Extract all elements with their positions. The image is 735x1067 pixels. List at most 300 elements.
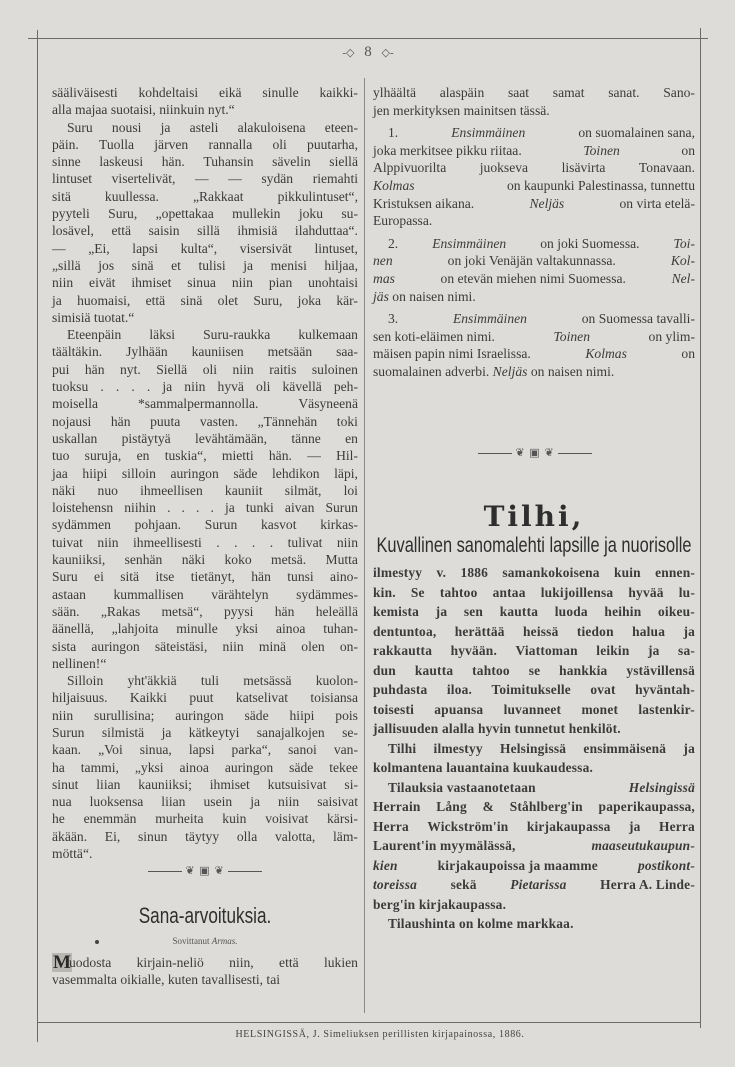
word: rannalla <box>208 136 253 152</box>
word: siellä <box>329 154 358 170</box>
word: pistäytyä <box>121 430 171 446</box>
text-segment <box>373 700 695 720</box>
word: Kaikki <box>129 690 167 706</box>
text-line <box>52 136 358 153</box>
word: *sammalpermannolla. <box>138 396 259 412</box>
text-segment <box>52 707 358 724</box>
text-line <box>52 326 358 343</box>
text-line <box>52 465 358 482</box>
word: hiipi <box>82 465 108 481</box>
text-line <box>52 707 358 724</box>
word: kasvot <box>260 517 297 533</box>
word: hyvää <box>628 584 664 600</box>
text-segment: kolmantena lauantaina kuukaudessa. <box>373 760 594 775</box>
word: lisävirta <box>561 160 606 176</box>
word: kirkas- <box>320 517 358 533</box>
word: säde <box>233 465 258 481</box>
word: ihmisiä <box>237 223 278 239</box>
text-line <box>52 292 358 309</box>
word: säde <box>244 707 269 723</box>
word: lu- <box>678 584 695 600</box>
word: hän <box>274 603 295 619</box>
word: sillä <box>197 223 220 239</box>
text-segment <box>388 739 695 759</box>
word: toki <box>336 413 358 429</box>
text-segment: Tilaushinta on kolme markkaa. <box>388 916 574 931</box>
word: hankkia <box>559 662 608 678</box>
text-line <box>52 240 358 257</box>
word: — <box>195 171 209 187</box>
word: olla <box>236 828 258 844</box>
riddle-paragraph <box>52 954 358 989</box>
byline-prefix: Sovittanut <box>172 936 210 946</box>
word: Herrain <box>373 799 421 814</box>
ad-paragraph <box>373 563 695 739</box>
word: ensimmäisenä <box>583 740 667 756</box>
text-segment: sekä <box>447 877 481 892</box>
word: kulkemaan <box>298 327 358 343</box>
word: hyvään. <box>450 643 498 658</box>
text-line <box>52 793 358 810</box>
word: jaa <box>52 465 68 481</box>
word: nua <box>52 794 72 810</box>
word: su- <box>341 206 358 222</box>
text-line <box>52 499 358 516</box>
word: eivät <box>89 275 116 291</box>
word: silmät, <box>284 482 322 498</box>
text-line <box>52 971 358 988</box>
word: apuansa <box>434 701 484 717</box>
word: Suru, <box>108 206 138 222</box>
word: hän. <box>268 448 292 464</box>
word: pyysi <box>223 603 254 619</box>
word: että <box>145 292 166 308</box>
text-segment: on naisen nimi. <box>388 288 476 304</box>
word: kirjakaupassa <box>526 818 611 834</box>
word: . <box>131 379 135 395</box>
word: surullisina; <box>94 707 155 723</box>
text-line <box>52 378 358 395</box>
text-line <box>52 413 358 430</box>
word: saa- <box>336 344 358 360</box>
word: puuta <box>150 413 181 429</box>
word: metsään <box>267 344 313 360</box>
text-segment <box>373 661 695 681</box>
text-line <box>373 622 695 642</box>
text-line <box>52 482 358 499</box>
word: . <box>251 534 256 550</box>
text-segment <box>52 551 358 568</box>
top-rule <box>28 38 708 39</box>
text-line <box>52 222 358 239</box>
word: ja <box>160 119 171 135</box>
word: antaa <box>492 584 526 600</box>
word: parka“, <box>231 742 272 758</box>
word: Siellä <box>156 361 188 377</box>
ad-body <box>373 563 695 934</box>
word: niin <box>184 379 206 395</box>
text-line <box>52 274 358 291</box>
word: niin, <box>229 955 254 970</box>
word: liian <box>96 776 121 792</box>
riddle-clue-paragraph <box>373 84 695 119</box>
text-segment <box>52 620 358 637</box>
word: ilmestyy <box>373 565 423 580</box>
word: Suru <box>52 569 78 585</box>
text-line <box>373 778 695 798</box>
word: Herra <box>373 818 409 834</box>
text-segment <box>52 638 358 655</box>
word: peh- <box>333 379 358 395</box>
text-segment: on suomalainen sana, <box>574 125 695 141</box>
word: he <box>52 811 65 827</box>
word: et <box>171 257 181 273</box>
word: sävelin <box>272 154 311 170</box>
word: auringon <box>175 707 224 723</box>
word: ha <box>52 759 65 775</box>
text-line <box>373 641 695 661</box>
emphasized-text: Pietarissa <box>510 877 567 892</box>
text-segment <box>52 810 358 827</box>
word: juokseva <box>479 160 529 176</box>
text-segment: on kaupunki Palestinassa, tunnettu <box>503 177 695 193</box>
word: . <box>181 500 185 516</box>
section-divider-ornament <box>130 864 280 877</box>
text-line <box>373 758 695 778</box>
text-line <box>52 361 358 378</box>
word: sinulle <box>262 85 299 100</box>
text-line <box>373 680 695 700</box>
word: „Rakas <box>100 603 141 619</box>
ad-paragraph <box>373 778 695 915</box>
word: Tuhansin <box>203 154 254 170</box>
text-segment <box>52 516 358 533</box>
word: tunsi <box>287 569 314 585</box>
word: uodosta <box>69 955 112 970</box>
text-line <box>52 810 358 827</box>
text-segment <box>52 395 358 412</box>
word: sinä <box>180 292 203 308</box>
text-segment: nellinen!“ <box>52 655 107 671</box>
text-line <box>373 270 695 288</box>
text-line <box>52 689 358 706</box>
text-segment: möttä“. <box>52 846 93 862</box>
word: ainoa <box>179 759 209 775</box>
text-line <box>373 235 695 253</box>
word: . <box>210 500 214 516</box>
word: „lahjoita <box>111 621 159 637</box>
word: samankokoisena <box>502 565 600 580</box>
text-segment <box>69 954 358 971</box>
word: sääliväisesti <box>52 85 118 100</box>
word: moisella <box>52 396 99 412</box>
word: Alppivuorilta <box>373 160 447 176</box>
word: ihmiset <box>131 275 172 291</box>
word: katselivat <box>235 690 288 706</box>
word: murheita <box>155 811 204 827</box>
word: niin <box>336 534 358 550</box>
text-segment: on <box>678 346 695 362</box>
emphasized-text: Kol- <box>670 253 695 269</box>
word: „Ei, <box>88 240 110 256</box>
text-segment: Kristuksen aikana. <box>373 195 478 211</box>
word: enemmän <box>83 811 137 827</box>
word: kauniit <box>224 482 263 498</box>
word: „Voi <box>98 742 123 758</box>
word: sanajalkojen <box>256 724 325 740</box>
word: raitis <box>269 361 297 377</box>
word: kemista <box>373 604 420 619</box>
word: sydämmen <box>52 517 111 533</box>
drop-cap: M <box>53 952 71 973</box>
word: ihmeellisen <box>140 482 203 498</box>
riddle-clue-paragraph <box>373 310 695 380</box>
text-segment: 2. <box>388 235 402 251</box>
text-line <box>52 586 358 603</box>
word: ylhäältä <box>373 85 417 100</box>
text-line <box>52 776 358 793</box>
ad-subtitle: Kuvallinen sanomalehti lapsille ja nuorisolle <box>376 534 692 557</box>
text-line <box>52 845 358 862</box>
word: se <box>528 662 541 678</box>
text-line <box>52 620 358 637</box>
word: järven <box>154 136 189 152</box>
text-segment <box>52 499 358 516</box>
word: Suru <box>67 119 93 135</box>
word: unohtaisi <box>308 275 358 291</box>
word: yksi <box>235 621 259 637</box>
word: hiljaa, <box>324 257 358 273</box>
word: sista <box>52 638 77 654</box>
word: nousi <box>111 119 142 135</box>
word: Tuolla <box>99 136 135 152</box>
text-segment <box>67 119 358 136</box>
word: ja <box>162 379 173 395</box>
emphasized-text: Kolmas <box>585 346 627 362</box>
word: sitä <box>52 188 71 204</box>
word: ystävillensä <box>626 662 695 678</box>
word: päin. <box>52 136 79 152</box>
section-title: Sana-arvoituksia. <box>138 903 272 928</box>
emphasized-text: jäs <box>373 288 389 304</box>
word: sinne <box>52 154 81 170</box>
text-segment: mäisen papin nimi Israelissa. <box>373 346 535 362</box>
word: niin <box>278 794 300 810</box>
text-segment <box>373 797 695 817</box>
ornament-right-icon: ◇- <box>381 47 394 59</box>
text-line <box>52 568 358 585</box>
word: ja <box>161 724 172 740</box>
word: sa- <box>678 643 695 658</box>
page-number: 8 <box>364 44 372 60</box>
word: minulle <box>176 621 218 637</box>
word: Sano- <box>663 85 695 100</box>
word: ja <box>52 292 62 308</box>
word: kuin <box>222 811 247 827</box>
text-segment: 3. <box>388 311 402 327</box>
text-segment <box>373 583 695 603</box>
text-segment <box>52 465 358 482</box>
word: koko <box>224 552 252 568</box>
emphasized-text: Neljäs <box>492 363 528 379</box>
emphasized-text: Ensimmäinen <box>432 235 507 251</box>
word: kauniisen <box>191 344 244 360</box>
text-line <box>52 534 358 551</box>
text-line <box>373 661 695 681</box>
text-line <box>373 159 695 177</box>
text-segment: 1. <box>388 125 402 141</box>
word: eteen- <box>324 119 358 135</box>
word: Ei, <box>104 828 121 844</box>
riddle-intro <box>52 954 358 989</box>
text-line <box>52 759 358 776</box>
word: sitä <box>120 569 140 585</box>
word: visertelivät, <box>111 171 176 187</box>
word: ja <box>629 818 641 834</box>
word: joku <box>298 206 323 222</box>
word: pois <box>335 707 358 723</box>
text-line <box>373 836 695 856</box>
word: sään. <box>52 603 80 619</box>
word: kautta <box>414 662 454 678</box>
text-line <box>52 638 358 655</box>
word: toisiansa <box>310 690 358 706</box>
word: luoda <box>554 604 588 619</box>
byline-author: Armas. <box>211 936 238 946</box>
text-line <box>52 516 358 533</box>
text-segment: on naisen nimi. <box>527 363 615 379</box>
text-segment <box>373 622 695 642</box>
text-segment <box>373 641 695 661</box>
word: . <box>167 500 171 516</box>
word: nuo <box>97 482 118 498</box>
word: näki <box>52 482 76 498</box>
word: auringon <box>170 465 219 481</box>
text-line <box>52 430 358 447</box>
section-divider-ornament <box>460 446 610 459</box>
emphasized-text: Neljäs <box>529 195 565 211</box>
word: tuivat <box>52 534 83 550</box>
word: että <box>111 223 132 239</box>
word: heleällä <box>315 603 358 619</box>
text-segment <box>373 817 695 837</box>
word: että <box>279 955 299 970</box>
word: alaspäin <box>439 85 485 100</box>
word: lukijoillensa <box>540 584 614 600</box>
word: tuo <box>52 448 70 464</box>
word: ja <box>683 740 695 756</box>
text-line <box>52 447 358 464</box>
word: tietänyt, <box>190 569 235 585</box>
word: äkään. <box>52 828 88 844</box>
word: Eteenpäin <box>67 327 122 343</box>
word: aivan <box>284 500 315 516</box>
word: „opettakaa <box>155 206 214 222</box>
word: ilmestyy <box>433 740 483 756</box>
word: alakuloisena <box>237 119 306 135</box>
word: pian <box>268 275 293 291</box>
word: astaan <box>52 586 86 602</box>
word: senhän <box>124 552 163 568</box>
word: kohdeltaisi <box>138 85 199 100</box>
page-header <box>318 44 418 61</box>
text-segment <box>52 828 358 845</box>
word: . <box>115 379 120 395</box>
word: kuullessa. <box>104 188 159 204</box>
word: tuoksu <box>52 379 89 395</box>
word: 1886 <box>460 565 489 580</box>
word: ei <box>94 569 104 585</box>
word: ja <box>243 257 254 273</box>
ad-paragraph <box>373 914 695 934</box>
text-line <box>373 817 695 837</box>
text-line <box>52 205 358 222</box>
word: pyyteli <box>52 206 90 222</box>
word: kuin <box>613 565 641 580</box>
emphasized-text: maaseutukaupun- <box>591 838 695 853</box>
text-segment <box>52 188 358 205</box>
word: yht'äkkiä <box>127 673 177 689</box>
text-segment: on Suomessa tavalli- <box>578 311 695 327</box>
word: vasten. <box>199 413 238 429</box>
word: valotta, <box>274 828 316 844</box>
word: metsä“, <box>161 603 203 619</box>
text-segment <box>52 724 358 741</box>
word: ainoa <box>275 621 306 637</box>
text-line <box>52 954 358 971</box>
word: lukien <box>323 955 358 970</box>
word: laskeusi <box>99 154 144 170</box>
text-segment: on virta etelä- <box>616 195 695 211</box>
word: . <box>216 534 220 550</box>
word: joka <box>297 292 322 308</box>
word: kirjain-neliö <box>136 955 204 970</box>
text-line <box>373 345 695 363</box>
text-line <box>373 310 695 328</box>
byline <box>60 936 350 946</box>
text-line <box>52 257 358 274</box>
word: eikä <box>218 85 242 100</box>
text-line <box>52 828 358 845</box>
word: nojausi <box>52 413 92 429</box>
emphasized-text: Toinen <box>553 328 590 344</box>
emphasized-text: nen <box>373 253 393 269</box>
word: itse <box>155 569 175 585</box>
ad-title: Tilhi, <box>483 500 585 533</box>
text-segment <box>373 84 695 102</box>
text-segment <box>52 84 358 101</box>
word: rakkautta <box>373 643 433 658</box>
word: tuli <box>200 673 220 689</box>
text-segment <box>52 361 358 378</box>
word: Suru-raukka <box>203 327 271 343</box>
word: minä <box>258 638 287 654</box>
story-paragraph <box>52 119 358 327</box>
word: voisivat <box>265 811 309 827</box>
text-line <box>52 672 358 689</box>
text-line <box>373 102 695 120</box>
word: niin <box>52 707 74 723</box>
word: „sillä <box>52 257 81 273</box>
text-segment: vasemmalta oikialle, kuten tavallisesti, tai <box>52 972 281 988</box>
text-line <box>52 309 358 326</box>
word: „yksi <box>134 759 164 775</box>
word: asteli <box>189 119 219 135</box>
word: oli <box>202 361 218 377</box>
word: kärsi- <box>326 811 358 827</box>
word: pui <box>52 361 70 377</box>
text-line <box>52 119 358 136</box>
